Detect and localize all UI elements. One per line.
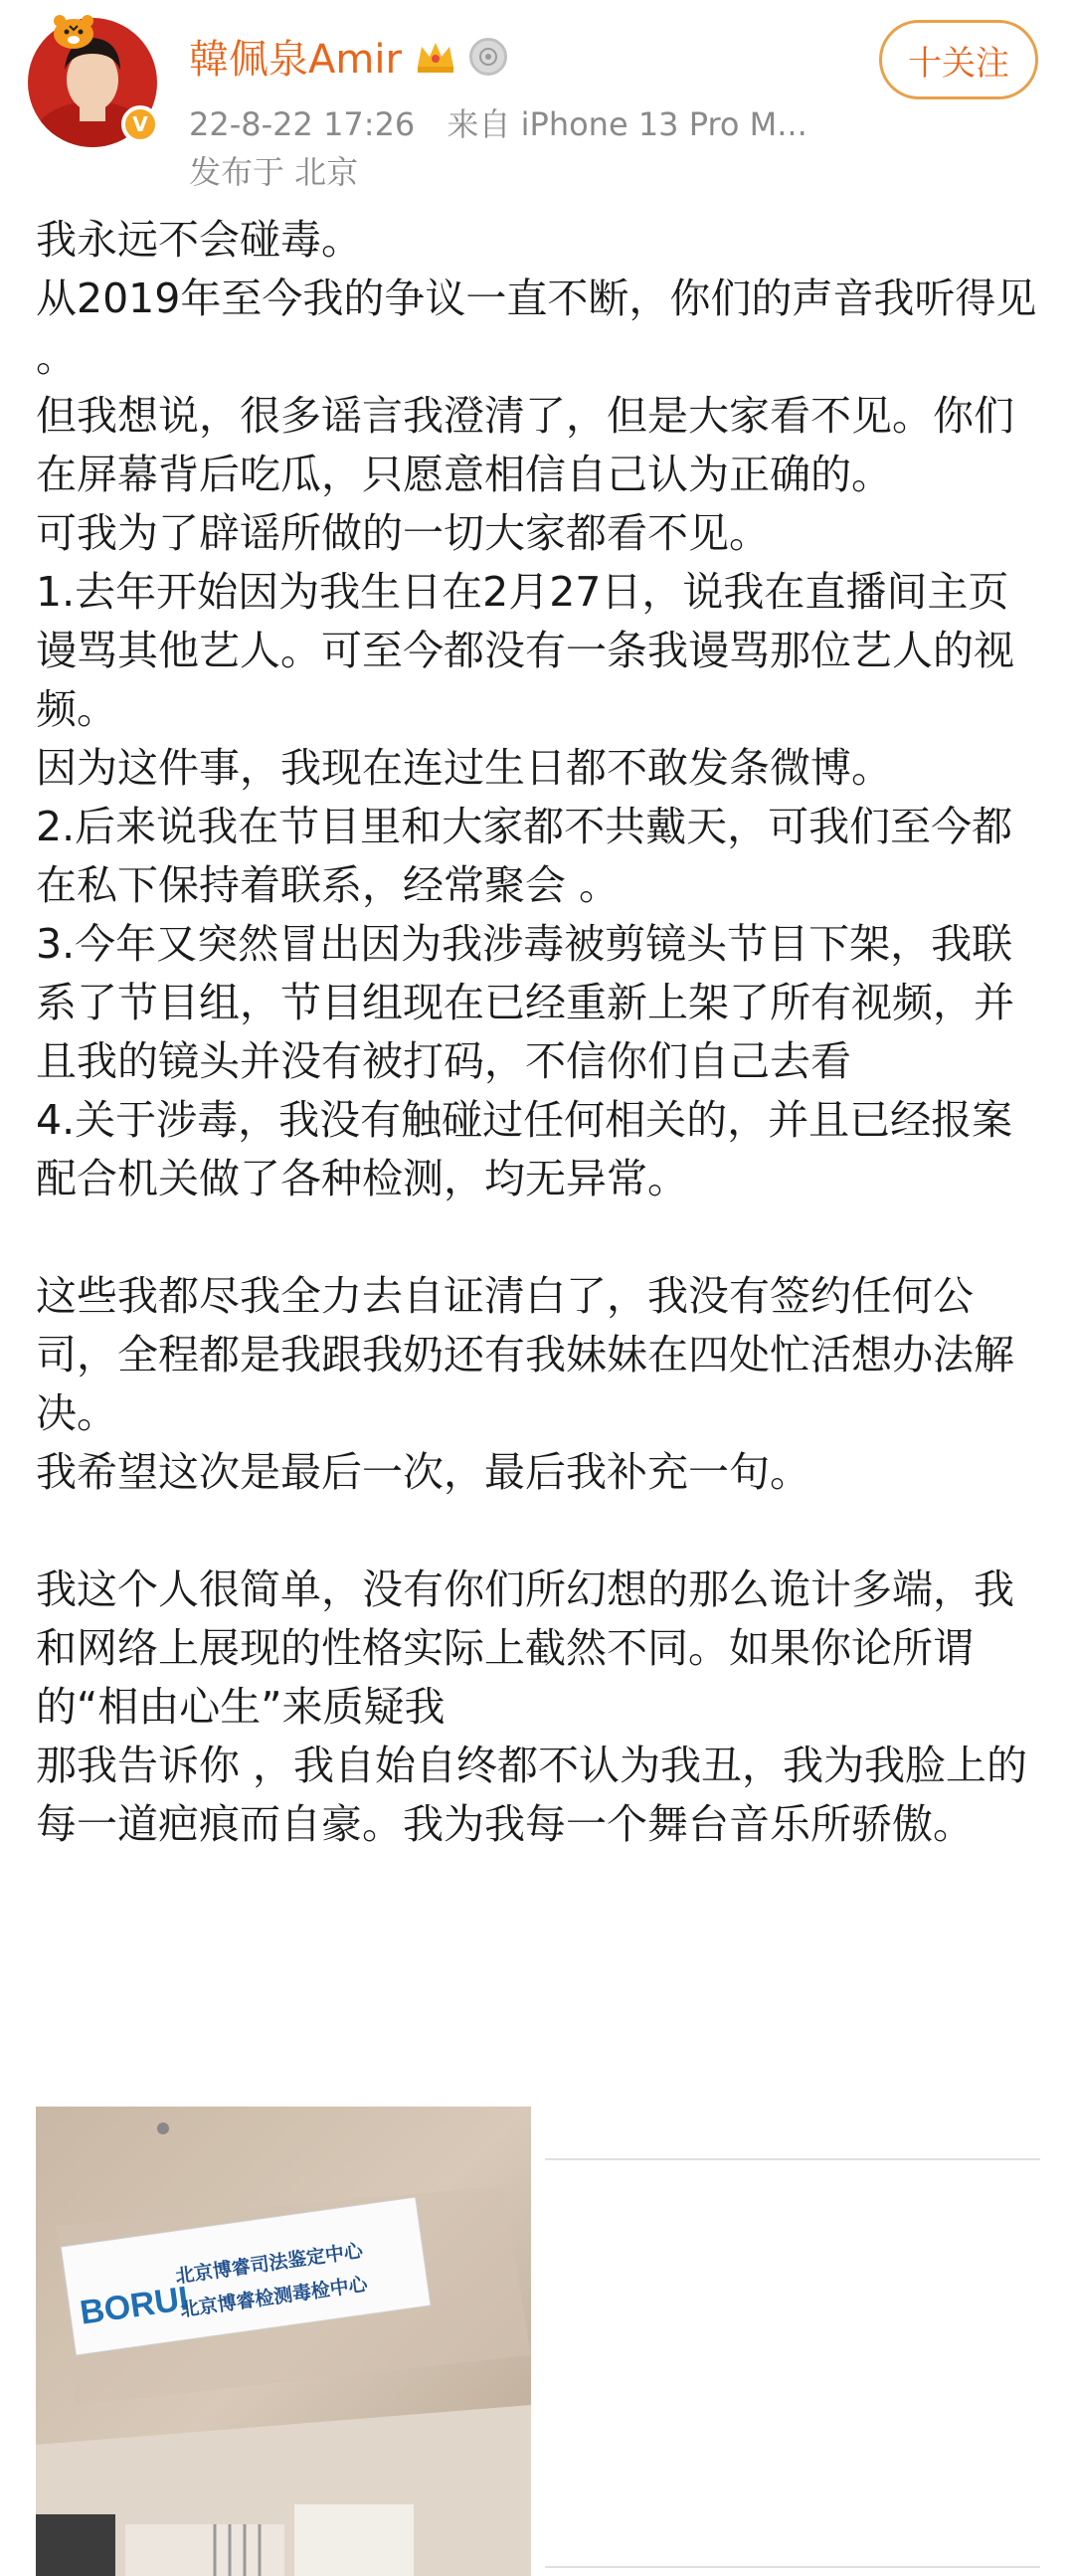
post-image[interactable] [36, 2107, 531, 2576]
post-source: 来自 iPhone 13 Pro M... [447, 105, 807, 143]
verified-icon: V [121, 105, 159, 143]
name-row [189, 28, 507, 85]
sign-brand: BORUI [78, 2279, 191, 2332]
divider-line [545, 2566, 1040, 2568]
post-header [0, 0, 1074, 199]
sign-line-1: 北京博睿司法鉴定中心 [173, 2240, 365, 2289]
crown-icon [414, 37, 457, 77]
post-body-text: 我永远不会碰毒。 从2019年至今我的争议一直不断，你们的声音我听得见 。 但我想说，很多谣言我澄清了，但是大家看不见。你们在屏幕背后吃瓜，只愿意相信自己认为正确的。 可我为了辟谣所做的一切大家都看不见。 1.去年开始因为我生日在2月27日，说我在直播间主页谩骂其他艺人。可至今都没有一条我谩骂那位艺人的视频。 因为这件事，我现在连过生日都不敢发条微博。 2.后来说我在节目里和大家都不共戴天，可我们至今都在私下保持着联系，经常聚会 。 3.今年又突然冒出因为我涉毒被剪镜头节目下架，我联系了节目组，节目组现在已经重新上架了所有视频，并且我的镜头并没有被打码，不信你们自己去看 4.关于涉毒，我没有触碰过任何相关的，并且已经报案配合机关做了各种检测，均无异常。 这些我都尽我全力去自证清白了，我没有签约任何公司，全程都是我跟我奶还有我妹妹在四处忙活想办法解决。 我希望这次是最后一次，最后我补充一句。 我这个人很简单，没有你们所幻想的那么诡计多端，我和网络上展现的性格实际上截然不同。如果你论所谓的“相由心生”来质疑我 那我告诉你 ，我自始自终都不认为我丑，我为我脸上的每一道疤痕而自豪。我为我每一个舞台音乐所骄傲。 [36, 216, 1037, 1848]
post-location: 发布于 北京 [189, 153, 359, 191]
post-meta [189, 99, 829, 145]
avatar-container[interactable] [28, 18, 157, 147]
post-date: 22-8-22 17:26 [189, 105, 416, 143]
medal-icon [469, 38, 507, 76]
author-name[interactable]: 韓佩泉Amir [189, 37, 402, 83]
sign-line-2: 北京博睿检测毒检中心 [178, 2273, 369, 2321]
divider-line [545, 2158, 1040, 2160]
follow-button[interactable]: 十关注 [879, 20, 1038, 99]
tiger-icon [48, 12, 99, 52]
